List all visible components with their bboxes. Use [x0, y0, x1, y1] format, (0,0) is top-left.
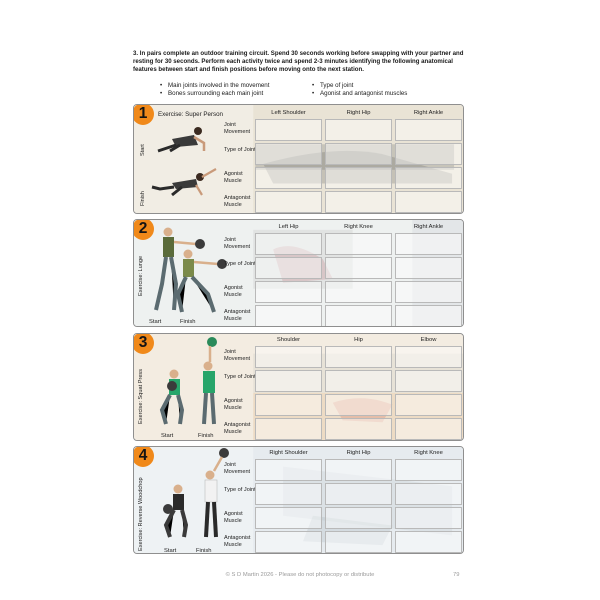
answer-cell[interactable] [325, 507, 392, 529]
answer-cell[interactable] [395, 143, 462, 165]
column-header: Elbow [420, 337, 437, 343]
row-label-antagonist-muscle: Antagonist Muscle [224, 309, 251, 322]
squat-press-figures [152, 336, 232, 428]
finish-label: Finish [180, 319, 196, 325]
exercise-panel-3 [133, 333, 464, 441]
answer-cell[interactable] [255, 370, 322, 392]
start-label: Start [149, 319, 162, 325]
column-header: Left Shoulder [271, 110, 306, 116]
row-label-type-of-joint: Type of Joint [224, 374, 256, 380]
answer-cell[interactable] [395, 507, 462, 529]
column-header: Right Ankle [413, 110, 444, 116]
answer-cell[interactable] [255, 459, 322, 481]
answer-cell[interactable] [395, 531, 462, 553]
column-header: Left Hip [278, 224, 299, 230]
exercise-panel-2 [133, 219, 464, 327]
answer-cell[interactable] [325, 281, 392, 303]
page-number: 79 [453, 572, 460, 578]
row-label-type-of-joint: Type of Joint [224, 147, 256, 153]
athlete-illustration [152, 447, 232, 541]
answer-cell[interactable] [395, 281, 462, 303]
answer-cell[interactable] [395, 191, 462, 213]
athlete-illustration [138, 224, 234, 316]
bullet-item: • Agonist and antagonist muscles [320, 90, 407, 98]
answer-cell[interactable] [325, 459, 392, 481]
answer-cell[interactable] [395, 370, 462, 392]
answer-cell[interactable] [325, 394, 392, 416]
copyright-footer: © S D Martin 2026 - Please do not photocopy or distribute [225, 572, 375, 578]
task-instructions: 3. In pairs complete an outdoor training circuit. Spend 30 seconds working before swapping with your partner and resting for 30 seconds. Perform each activity twice and spend 2-3 minutes identifying the following anatomical features between start and finish positions before moving onto the next station. [133, 50, 464, 74]
answer-cell[interactable] [325, 143, 392, 165]
column-header: Hip [354, 337, 363, 343]
exercise-title: Exercise: Lunge [138, 255, 144, 296]
answer-cell[interactable] [255, 305, 322, 327]
answer-cell[interactable] [325, 370, 392, 392]
answer-cell[interactable] [255, 346, 322, 368]
column-header: Shoulder [276, 337, 301, 343]
answer-cell[interactable] [255, 143, 322, 165]
answer-cell[interactable] [255, 257, 322, 279]
bullet-item: • Bones surrounding each main joint [168, 90, 263, 98]
column-header: Right Knee [344, 224, 373, 230]
exercise-title: Exercise: Super Person [158, 111, 223, 118]
finish-label: Finish [196, 548, 212, 554]
start-label: Start [164, 548, 177, 554]
answer-cell[interactable] [325, 346, 392, 368]
answer-cell[interactable] [325, 191, 392, 213]
athlete-illustration [152, 336, 232, 428]
answer-cell[interactable] [395, 167, 462, 189]
answer-cell[interactable] [255, 119, 322, 141]
answer-cell[interactable] [255, 507, 322, 529]
reverse-woodchop-figures [152, 447, 232, 541]
column-header: Right Hip [346, 450, 371, 456]
answer-cell[interactable] [395, 459, 462, 481]
answer-cell[interactable] [395, 257, 462, 279]
column-header: Right Shoulder [269, 450, 308, 456]
column-header: Right Ankle [413, 224, 444, 230]
answer-cell[interactable] [325, 257, 392, 279]
answer-cell[interactable] [325, 119, 392, 141]
start-label: Start [140, 144, 146, 156]
answer-cell[interactable] [325, 233, 392, 255]
answer-cell[interactable] [255, 191, 322, 213]
answer-cell[interactable] [325, 305, 392, 327]
exercise-number-badge: 1 [133, 104, 154, 125]
exercise-panel-1 [133, 104, 464, 214]
exercise-panel-4 [133, 446, 464, 554]
answer-cell[interactable] [325, 167, 392, 189]
row-label-agonist-muscle: Agonist Muscle [224, 398, 243, 411]
answer-cell[interactable] [395, 394, 462, 416]
answer-cell[interactable] [255, 483, 322, 505]
exercise-title: Exercise: Squat Press [138, 368, 144, 424]
row-label-antagonist-muscle: Antagonist Muscle [224, 195, 251, 208]
answer-cell[interactable] [255, 418, 322, 440]
column-header: Right Hip [346, 110, 371, 116]
start-label: Start [161, 433, 174, 439]
exercise-number-badge: 2 [133, 219, 154, 240]
exercise-number-badge: 4 [133, 446, 154, 467]
answer-cell[interactable] [325, 531, 392, 553]
row-label-type-of-joint: Type of Joint [224, 261, 256, 267]
answer-cell[interactable] [325, 483, 392, 505]
exercise-number-badge: 3 [133, 333, 154, 354]
finish-label: Finish [140, 191, 146, 206]
answer-cell[interactable] [395, 418, 462, 440]
row-label-agonist-muscle: Agonist Muscle [224, 171, 243, 184]
answer-cell[interactable] [395, 346, 462, 368]
row-label-joint-movement: Joint Movement [224, 349, 251, 362]
answer-cell[interactable] [395, 483, 462, 505]
row-label-antagonist-muscle: Antagonist Muscle [224, 422, 251, 435]
lunge-figures [138, 224, 234, 316]
answer-cell[interactable] [255, 167, 322, 189]
row-label-agonist-muscle: Agonist Muscle [224, 511, 243, 524]
answer-cell[interactable] [395, 233, 462, 255]
bullet-item: • Type of joint [320, 82, 353, 90]
bullet-item: • Main joints involved in the movement [168, 82, 269, 90]
answer-cell[interactable] [255, 531, 322, 553]
row-label-agonist-muscle: Agonist Muscle [224, 285, 243, 298]
answer-cell[interactable] [395, 119, 462, 141]
column-header: Right Knee [414, 450, 443, 456]
row-label-joint-movement: Joint Movement [224, 462, 251, 475]
row-label-antagonist-muscle: Antagonist Muscle [224, 535, 251, 548]
answer-cell[interactable] [325, 418, 392, 440]
row-label-joint-movement: Joint Movement [224, 122, 251, 135]
answer-cell[interactable] [395, 305, 462, 327]
finish-label: Finish [198, 433, 214, 439]
answer-cell[interactable] [255, 281, 322, 303]
answer-cell[interactable] [255, 233, 322, 255]
exercise-title: Exercise: Reverse Woodchop [138, 477, 144, 551]
row-label-joint-movement: Joint Movement [224, 237, 251, 250]
answer-cell[interactable] [255, 394, 322, 416]
row-label-type-of-joint: Type of Joint [224, 487, 256, 493]
